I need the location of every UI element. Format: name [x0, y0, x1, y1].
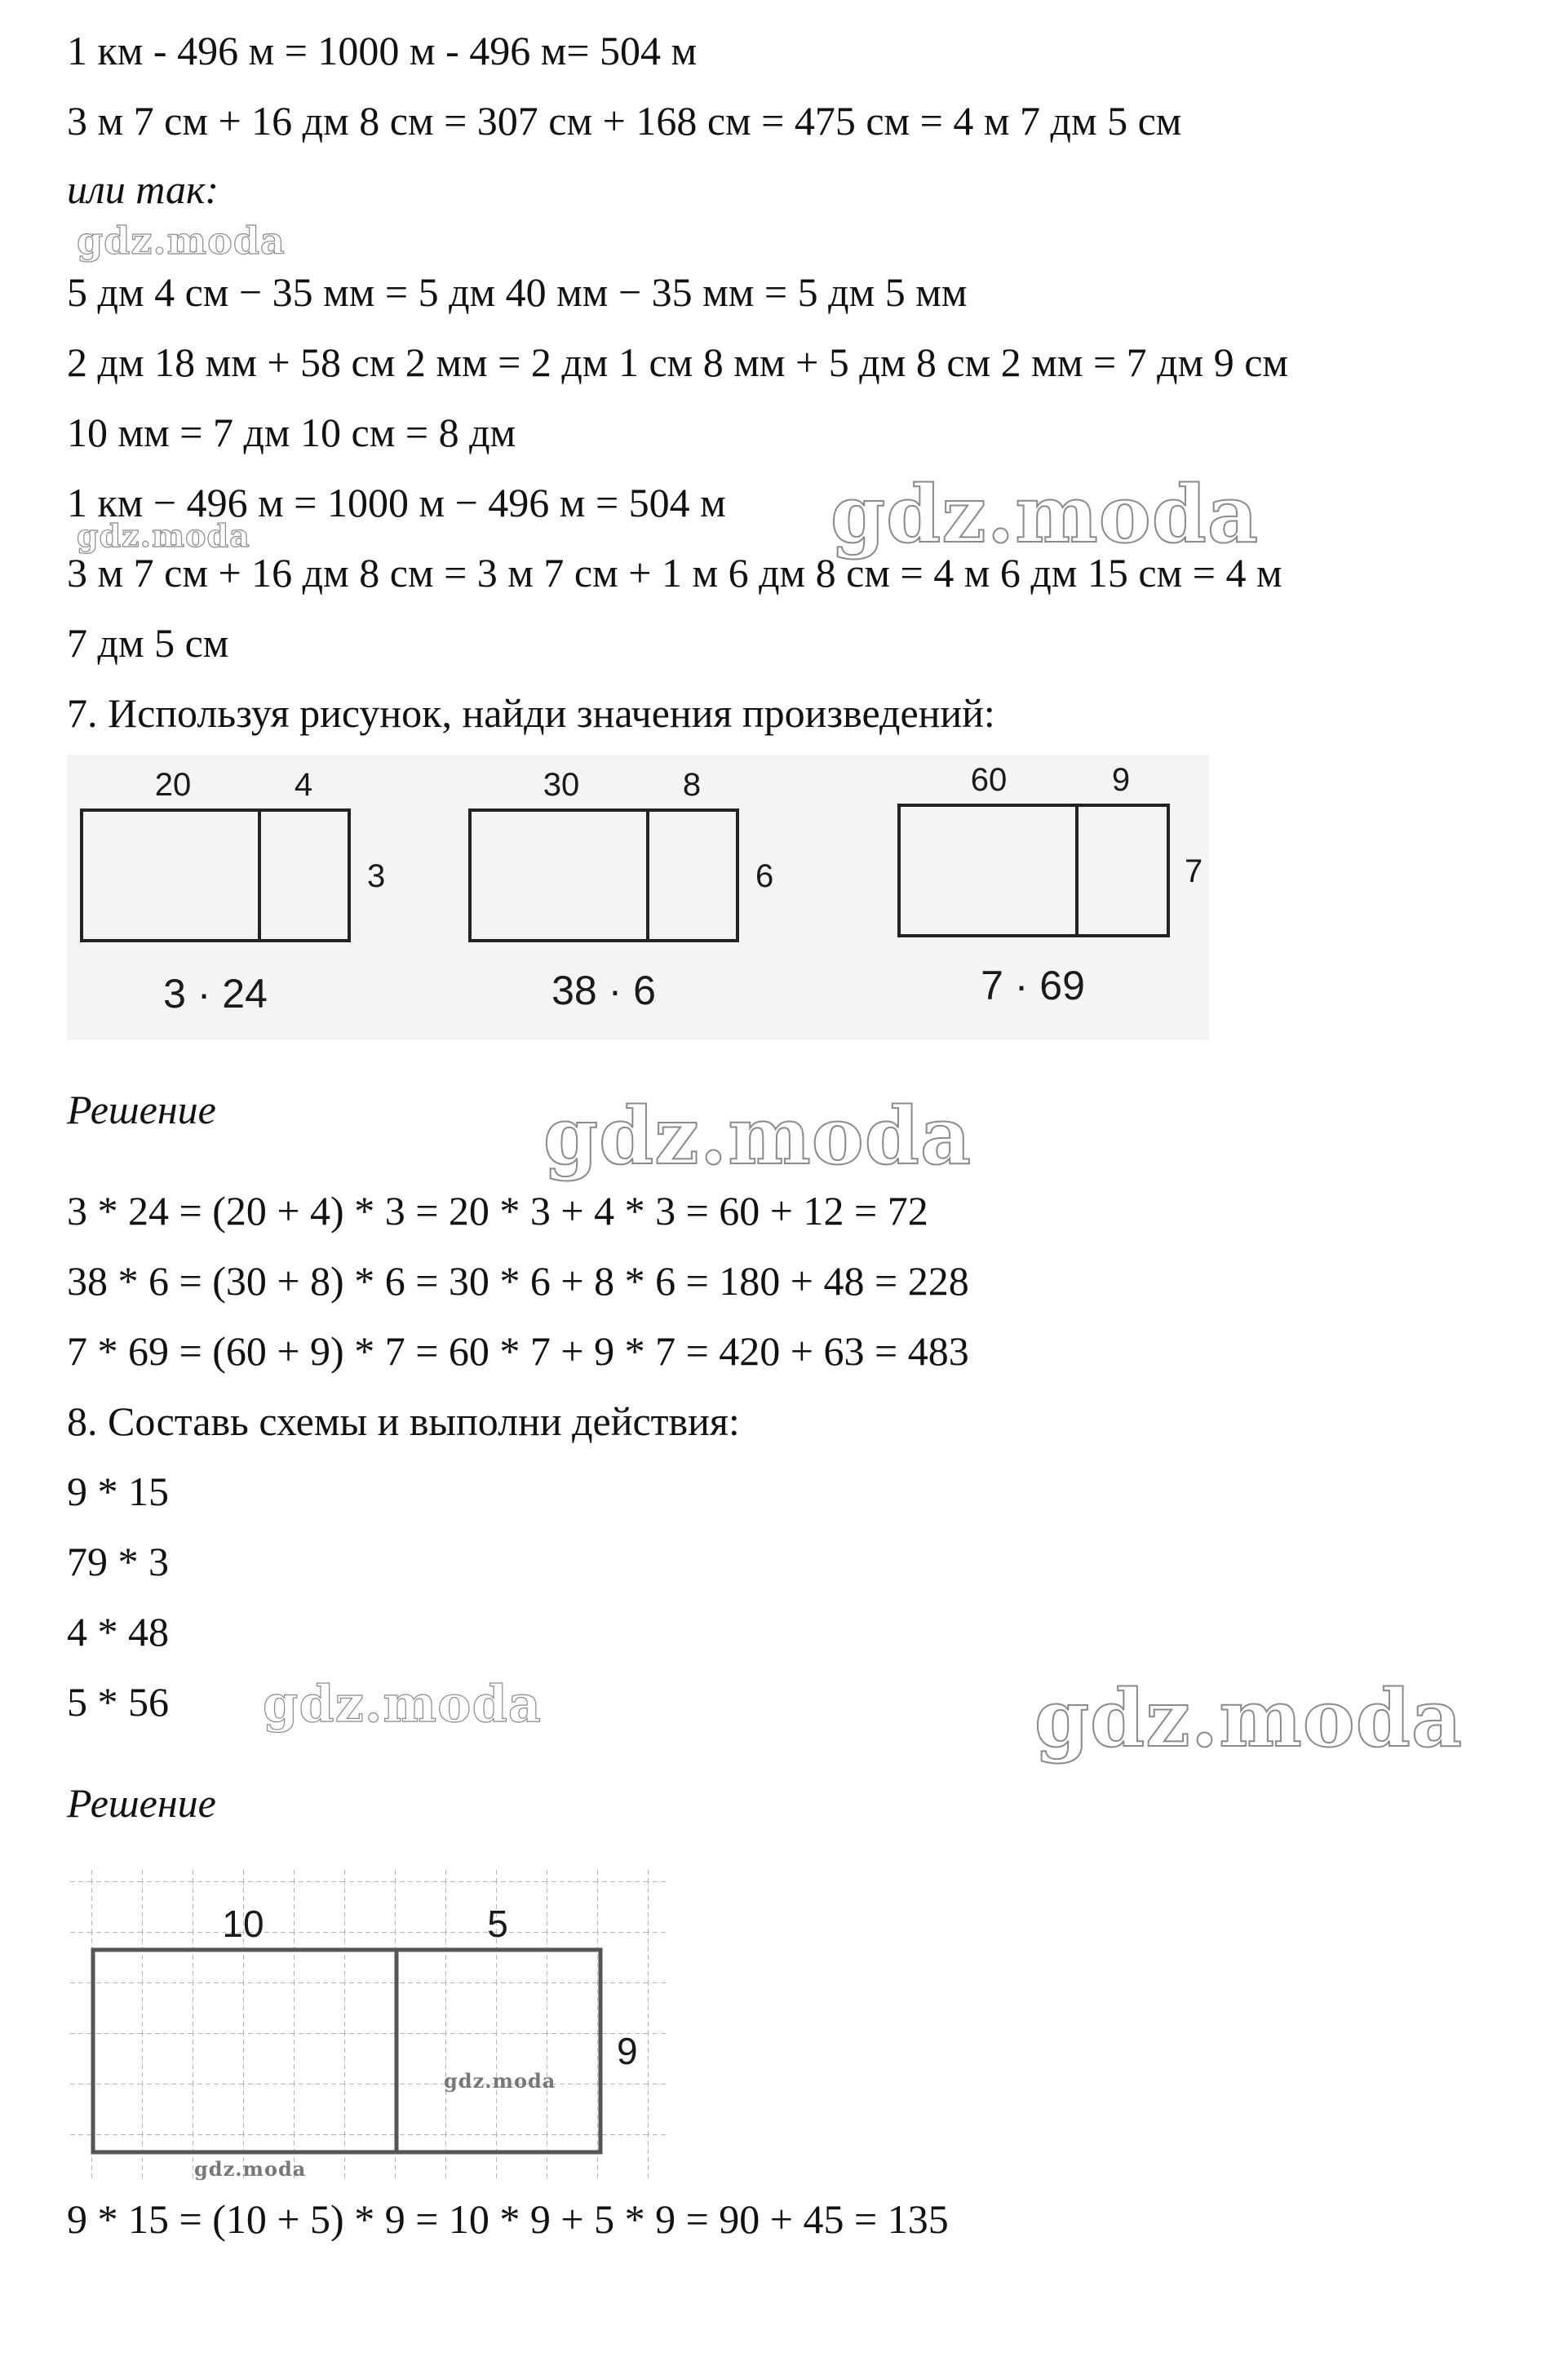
fig2-side: 6 [755, 858, 774, 894]
watermark: gdz.moda [444, 2069, 556, 2093]
solution8-heading: Решение [67, 1780, 216, 1826]
fig2-top-left: 30 [543, 767, 580, 803]
fig2-top-right: 8 [682, 767, 702, 803]
text-line-8: 3 м 7 см + 16 дм 8 см = 3 м 7 см + 1 м 6 дм 8 см = 4 м 6 дм 15 см = 4 м [67, 550, 1282, 596]
task8-item-4: 5 * 56 [67, 1679, 169, 1725]
task7-title: 7. Используя рисунок, найди значения произведений: [67, 690, 995, 736]
fig3-top-right: 9 [1111, 762, 1131, 798]
fig1-expression: 3 · 24 [163, 971, 268, 1017]
watermark: gdz.moda [77, 517, 250, 554]
text-line-9: 7 дм 5 см [67, 620, 229, 666]
fig1-top-right: 4 [294, 767, 313, 803]
task8-title: 8. Составь схемы и выполни действия: [67, 1398, 740, 1444]
solution8-grid-figure [70, 1868, 666, 2178]
fig1-side: 3 [367, 858, 386, 894]
task8-item-3: 4 * 48 [67, 1609, 169, 1655]
solution7-heading: Решение [67, 1087, 216, 1132]
fig2-expression: 38 · 6 [551, 968, 656, 1013]
task7-figures [67, 755, 1209, 1040]
watermark: gdz.moda [831, 468, 1260, 560]
solution7-line-1: 3 * 24 = (20 + 4) * 3 = 20 * 3 + 4 * 3 = 60 + 12 = 72 [67, 1188, 928, 1234]
grid-top-right: 5 [487, 1903, 508, 1945]
watermark: gdz.moda [263, 1674, 542, 1734]
watermark: gdz.moda [543, 1090, 972, 1182]
solution7-line-2: 38 * 6 = (30 + 8) * 6 = 30 * 6 + 8 * 6 = 180 + 48 = 228 [67, 1258, 969, 1304]
fig3-top-left: 60 [970, 762, 1008, 798]
watermark: gdz.moda [1034, 1672, 1464, 1765]
fig3-expression: 7 · 69 [981, 963, 1085, 1008]
watermark: gdz.moda [77, 219, 286, 263]
solution8-result: 9 * 15 = (10 + 5) * 9 = 10 * 9 + 5 * 9 = 90 + 45 = 135 [67, 2196, 949, 2242]
text-line-6: 10 мм = 7 дм 10 см = 8 дм [67, 410, 516, 455]
text-line-or-so: или так: [67, 166, 219, 212]
watermark: gdz.moda [194, 2157, 307, 2181]
text-line-1: 1 км - 496 м = 1000 м - 496 м= 504 м [67, 28, 698, 73]
task8-item-1: 9 * 15 [67, 1469, 169, 1514]
text-line-4: 5 дм 4 см − 35 мм = 5 дм 40 мм − 35 мм = 5 дм 5 мм [67, 269, 968, 315]
fig1-top-left: 20 [154, 767, 192, 803]
fig3-side: 7 [1185, 853, 1203, 889]
text-line-2: 3 м 7 см + 16 дм 8 см = 307 см + 168 см = 475 см = 4 м 7 дм 5 см [67, 98, 1182, 144]
task8-item-2: 79 * 3 [67, 1539, 169, 1584]
text-line-5: 2 дм 18 мм + 58 см 2 мм = 2 дм 1 см 8 мм + 5 дм 8 см 2 мм = 7 дм 9 см [67, 339, 1289, 385]
grid-top-left: 10 [222, 1903, 264, 1945]
grid-side: 9 [617, 2030, 638, 2072]
solution7-line-3: 7 * 69 = (60 + 9) * 7 = 60 * 7 + 9 * 7 = 420 + 63 = 483 [67, 1328, 969, 1374]
text-line-7: 1 км − 496 м = 1000 м − 496 м = 504 м [67, 480, 726, 525]
